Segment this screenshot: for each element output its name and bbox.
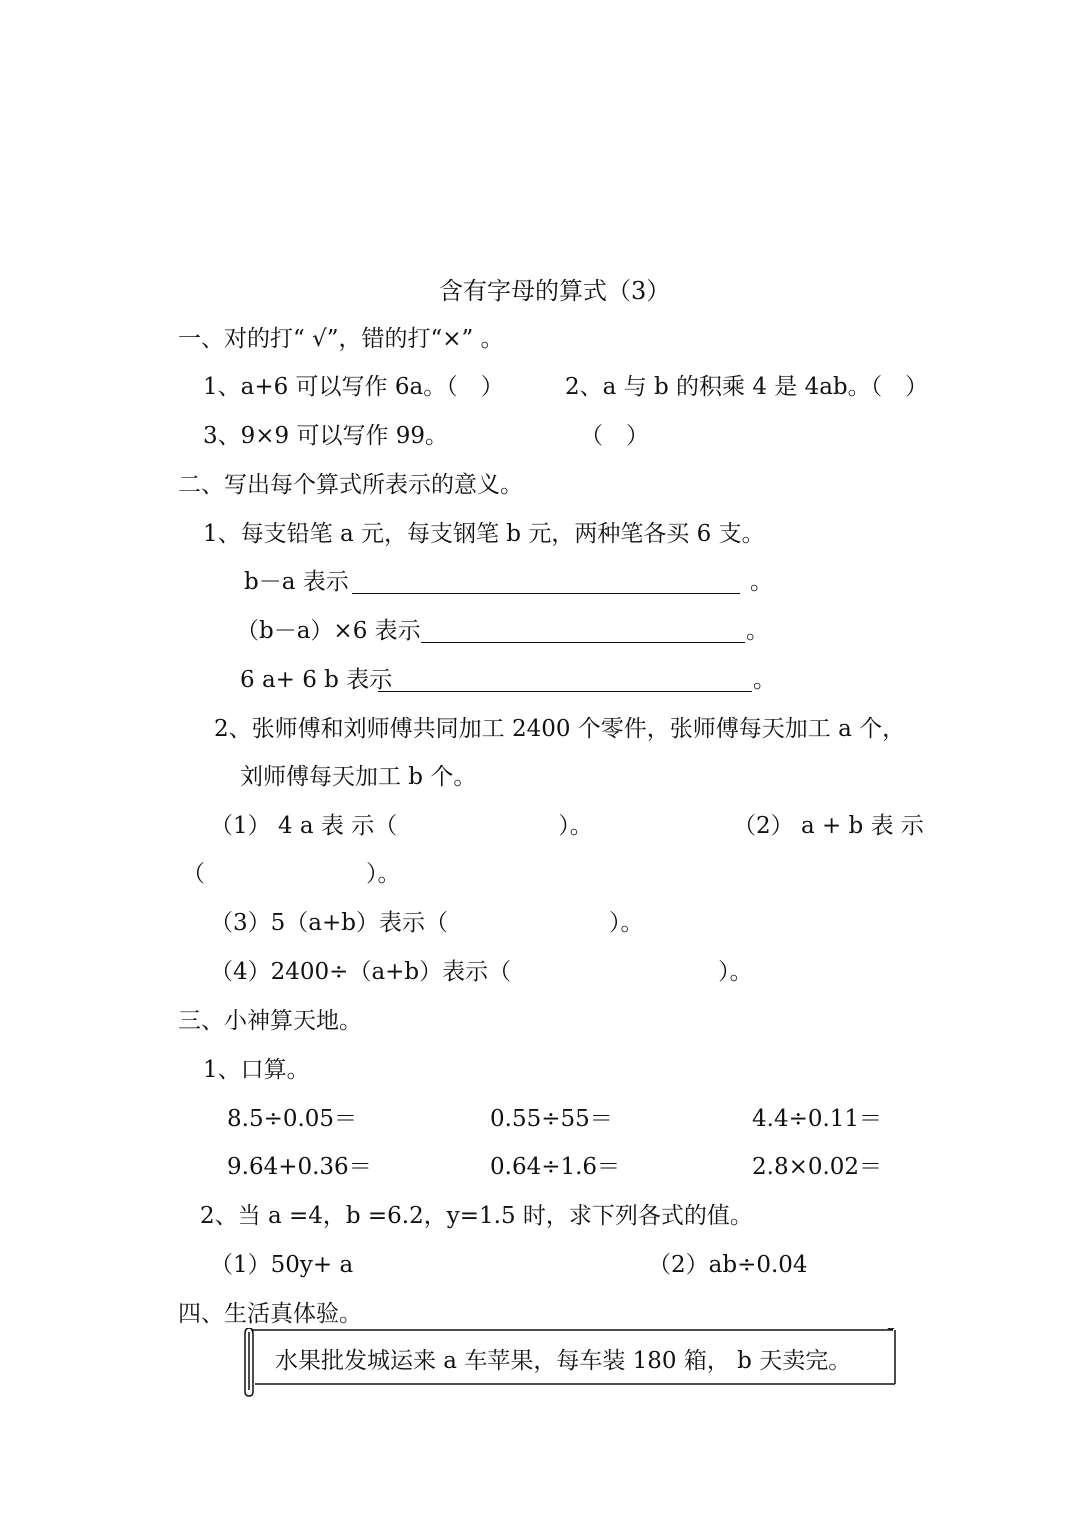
calc-item: 0.55÷55＝ xyxy=(490,1106,613,1132)
s3-expression-1: （1）50y+ a xyxy=(210,1252,354,1278)
s2-expr-1-period: 。 xyxy=(750,569,773,595)
s3-expression-2: （2）ab÷0.04 xyxy=(648,1252,808,1278)
s2-problem-1: 1、每支铅笔 a 元，每支钢笔 b 元，两种笔各买 6 支。 xyxy=(203,521,765,547)
scroll-banner xyxy=(243,1328,897,1394)
answer-blank-2[interactable] xyxy=(421,642,745,643)
calc-item: 4.4÷0.11＝ xyxy=(752,1106,883,1132)
answer-blank-3[interactable] xyxy=(378,691,752,692)
s2-expr-2-period: 。 xyxy=(746,618,769,644)
s2-problem-2-line-1: 2、张师傅和刘师傅共同加工 2400 个零件，张师傅每天加工 a 个， xyxy=(214,716,906,742)
s2-sub-4: （4）2400÷（a+b）表示（ ）。 xyxy=(210,959,753,985)
s1-question-2: 2、a 与 b 的积乘 4 是 4ab。（ ） xyxy=(565,374,929,400)
s2-expr-3-period: 。 xyxy=(753,667,776,693)
calc-item: 9.64+0.36＝ xyxy=(227,1154,372,1180)
s2-sub-2: （2） a + b 表 示 xyxy=(733,813,924,839)
s2-expr-1-label: b－a 表示 xyxy=(244,569,349,595)
section-1-heading: 一、对的打“ √”，错的打“×” 。 xyxy=(178,326,504,352)
s1-question-3-paren: （ ） xyxy=(580,423,649,449)
calc-item: 2.8×0.02＝ xyxy=(752,1154,883,1180)
s3-problem-2: 2、当 a =4，b =6.2，y=1.5 时，求下列各式的值。 xyxy=(200,1203,753,1229)
s2-problem-2-line-2: 刘师傅每天加工 b 个。 xyxy=(240,764,477,790)
calc-item: 8.5÷0.05＝ xyxy=(227,1106,358,1132)
s2-sub-1: （1） 4 a 表 示（ ）。 xyxy=(210,813,593,839)
scroll-text: 水果批发城运来 a 车苹果，每车装 180 箱， b 天卖完。 xyxy=(275,1348,852,1374)
s2-expr-2-label: （b－a）×6 表示 xyxy=(236,618,421,644)
section-4-heading: 四、生活真体验。 xyxy=(178,1301,362,1327)
section-2-heading: 二、写出每个算式所表示的意义。 xyxy=(178,472,523,498)
s2-sub-3: （3）5（a+b）表示（ ）。 xyxy=(210,910,644,936)
calc-item: 0.64÷1.6＝ xyxy=(490,1154,621,1180)
answer-blank-1[interactable] xyxy=(352,593,740,594)
s2-sub-2-continued: （ ）。 xyxy=(182,861,401,887)
s2-expr-3-label: 6 a+ 6 b 表示 xyxy=(240,667,393,693)
section-3-heading: 三、小神算天地。 xyxy=(178,1008,362,1034)
s1-question-3: 3、9×9 可以写作 99。 xyxy=(203,423,449,449)
page-title: 含有字母的算式（3） xyxy=(439,277,671,305)
s3-problem-1: 1、口算。 xyxy=(203,1057,310,1083)
s1-question-1: 1、a+6 可以写作 6a。（ ） xyxy=(203,374,504,400)
